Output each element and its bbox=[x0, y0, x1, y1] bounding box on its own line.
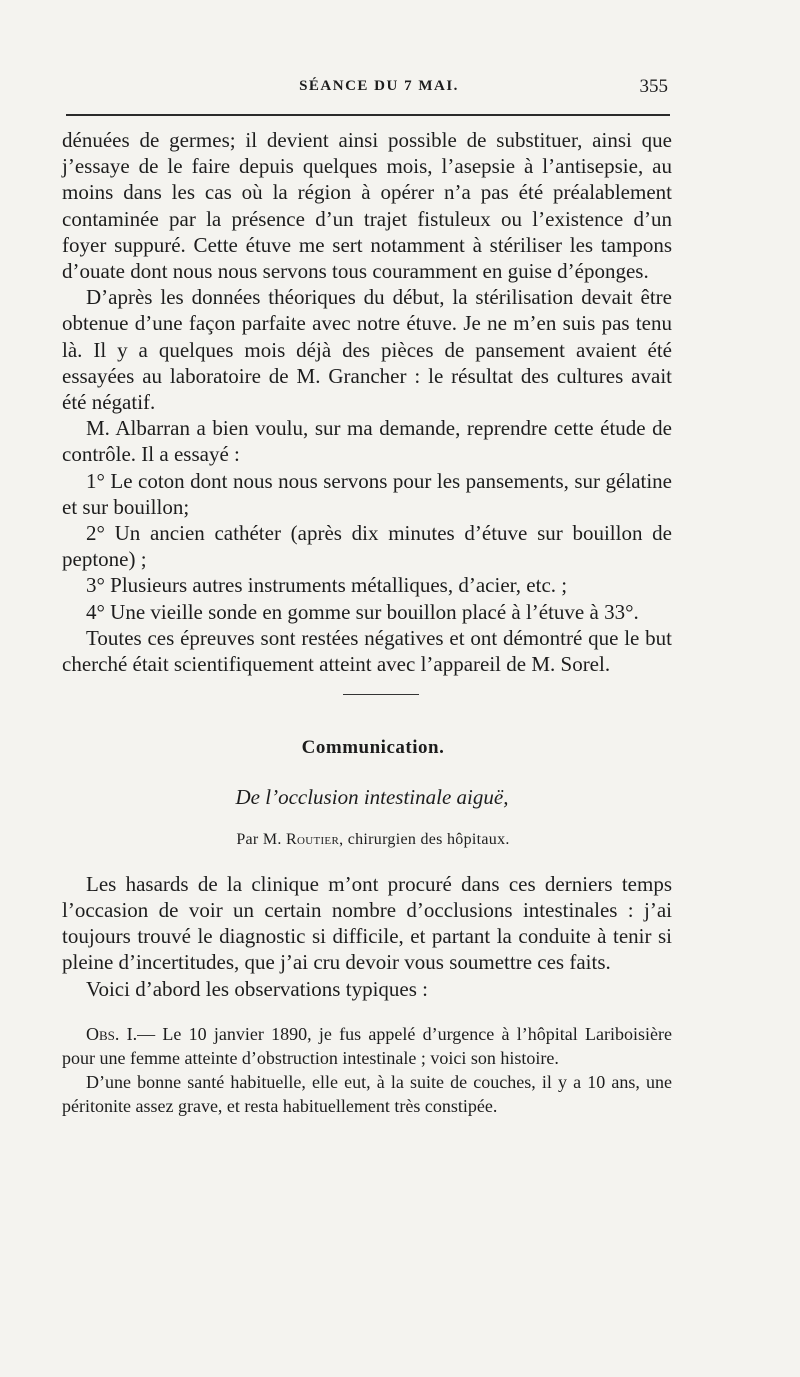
list-item: 2° Un ancien cathéter (après dix minutes d’étuve sur bouillon de peptone) ; bbox=[62, 521, 672, 572]
observation-label: Obs. I. bbox=[86, 1023, 138, 1044]
byline-prefix: Par M. bbox=[236, 830, 282, 848]
byline bbox=[62, 827, 672, 853]
author-name: Routier bbox=[285, 830, 340, 848]
section-title: Communication. bbox=[301, 737, 445, 759]
main-text bbox=[62, 127, 672, 1118]
list-item: 4° Une vieille sonde en gomme sur bouillon placé à l’étuve à 33°. bbox=[86, 599, 639, 624]
observation-paragraph bbox=[62, 1022, 672, 1070]
byline-suffix: , chirurgien des hôpitaux. bbox=[339, 830, 510, 848]
article-title: De l’occlusion intestinale aiguë, bbox=[235, 785, 509, 810]
paragraph: Les hasards de la clinique m’ont procuré dans ces derniers temps l’occasion de voir un certain nombre d’occlusions intestinales : j’ai toujours trouvé le diagnostic si difficile, et partant la conduite à tenir si pleine d’incertitudes, que j’ai cru devoir vous soumettre ces faits. bbox=[62, 871, 672, 975]
paragraph: D’après les données théoriques du début, la stérilisation devait être obtenue d’une façon parfaite avec notre étuve. Je ne m’en suis pas tenu là. Il y a quelques mois déjà des pièces de pansement avaient été essayées au laboratoire de M. Grancher : le résultat des cultures avait été négatif. bbox=[62, 285, 672, 415]
paragraph: dénuées de germes; il devient ainsi possible de substituer, ainsi que j’essaye de le faire depuis quelques mois, l’asepsie à l’antisepsie, au moins dans les cas où la région à opérer n’a pas été préalablement contaminée par la présence d’un trajet fistuleux ou l’existence d’un foyer suppuré. Cette étuve me sert notamment à stériliser les tampons d’ouate dont nous nous servons tous couramment en guise d’éponges. bbox=[62, 128, 672, 284]
section-divider bbox=[343, 694, 419, 695]
paragraph: Voici d’abord les observations typiques : bbox=[86, 976, 428, 1001]
observation-block bbox=[62, 1022, 672, 1118]
observation-text: — Le 10 janvier 1890, je fus appelé d’urgence à l’hôpital Lariboisière pour une femme atteinte d’obstruction intestinale ; voici son histoire. bbox=[62, 1023, 672, 1068]
page-header bbox=[68, 76, 670, 106]
header-rule bbox=[66, 114, 670, 116]
paragraph: Toutes ces épreuves sont restées négatives et ont démontré que le but cherché était scientifiquement atteint avec l’appareil de M. Sorel. bbox=[62, 625, 672, 677]
running-head: SÉANCE DU 7 MAI. bbox=[299, 78, 459, 94]
observation-paragraph: D’une bonne santé habituelle, elle eut, à la suite de couches, il y a 10 ans, une péritonite assez grave, et resta habituellement très constipée. bbox=[62, 1071, 672, 1116]
list-item: 3° Plusieurs autres instruments métalliques, d’acier, etc. ; bbox=[86, 573, 568, 598]
paragraph: M. Albarran a bien voulu, sur ma demande, reprendre cette étude de contrôle. Il a essayé : bbox=[62, 416, 672, 467]
list-item: 1° Le coton dont nous nous servons pour les pansements, sur gélatine et sur bouillon; bbox=[62, 468, 672, 519]
page-number: 355 bbox=[639, 76, 668, 97]
